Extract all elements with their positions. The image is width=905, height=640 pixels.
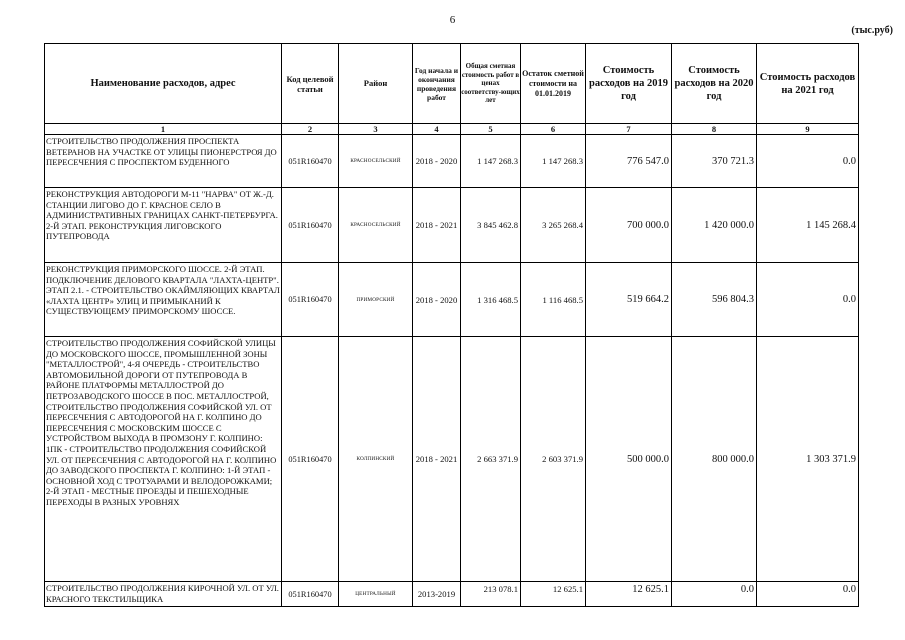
- row-remaining: 1 147 268.3: [521, 135, 586, 188]
- row-total: 1 147 268.3: [461, 135, 521, 188]
- header-remaining: Остаток сметной стоимости на 01.01.2019: [521, 44, 586, 124]
- row-2019: 776 547.0: [586, 135, 672, 188]
- header-2019: Стоимость расходов на 2019 год: [586, 44, 672, 124]
- row-code: 051R160470: [282, 135, 339, 188]
- row-name: РЕКОНСТРУКЦИЯ АВТОДОРОГИ М-11 "НАРВА" ОТ Ж.-Д. СТАНЦИИ ЛИГОВО ДО Г. КРАСНОЕ СЕЛО В АДМИНИСТРАТИВНЫХ ГРАНИЦАХ САНКТ-ПЕТЕРБУРГА. 2-Й ЭТАП. РЕКОНСТРУКЦИЯ ЛИГОВСКОГО ПУТЕПРОВОДА: [45, 188, 282, 263]
- row-total: 1 316 468.5: [461, 263, 521, 337]
- header-code: Код целевой статьи: [282, 44, 339, 124]
- row-years: 2018 - 2020: [413, 263, 461, 337]
- row-district: ПРИМОРСКИЙ: [339, 263, 413, 337]
- row-2021: 1 303 371.9: [757, 337, 859, 582]
- header-district: Район: [339, 44, 413, 124]
- table-row: [45, 337, 859, 582]
- row-2019: 12 625.1: [586, 582, 672, 607]
- header-2020: Стоимость расходов на 2020 год: [672, 44, 757, 124]
- col-number: 4: [413, 124, 461, 135]
- table-row: [45, 135, 859, 188]
- col-number: 2: [282, 124, 339, 135]
- row-total: 213 078.1: [461, 582, 521, 607]
- row-years: 2018 - 2021: [413, 337, 461, 582]
- row-code: 051R160470: [282, 582, 339, 607]
- row-2021: 0.0: [757, 135, 859, 188]
- row-name: СТРОИТЕЛЬСТВО ПРОДОЛЖЕНИЯ ПРОСПЕКТА ВЕТЕРАНОВ НА УЧАСТКЕ ОТ УЛИЦЫ ПИОНЕРСТРОЯ ДО ПЕРЕСЕЧЕНИЯ С ПРОСПЕКТОМ БУДЕННОГО: [45, 135, 282, 188]
- row-total: 2 663 371.9: [461, 337, 521, 582]
- row-name: РЕКОНСТРУКЦИЯ ПРИМОРСКОГО ШОССЕ. 2-Й ЭТАП. ПОДКЛЮЧЕНИЕ ДЕЛОВОГО КВАРТАЛА "ЛАХТА-ЦЕНТР". ЭТАП 2.1. - СТРОИТЕЛЬСТВО ОКАЙМЛЯЮЩИХ КВАРТАЛ «ЛАХТА ЦЕНТР» УЛИЦ И ПРИМЫКАНИЙ К СУЩЕСТВУЮЩЕМУ ПРИМОРСКОМУ ШОССЕ.: [45, 263, 282, 337]
- table-row: [45, 188, 859, 263]
- row-2020: 1 420 000.0: [672, 188, 757, 263]
- header-2021: Стоимость расходов на 2021 год: [757, 44, 859, 124]
- units-label: (тыс.руб): [851, 25, 893, 36]
- row-remaining: 2 603 371.9: [521, 337, 586, 582]
- table-row: [45, 582, 859, 607]
- row-remaining: 12 625.1: [521, 582, 586, 607]
- col-number: 1: [45, 124, 282, 135]
- col-number: 3: [339, 124, 413, 135]
- row-years: 2018 - 2020: [413, 135, 461, 188]
- row-district: КРАСНОСЕЛЬСКИЙ: [339, 188, 413, 263]
- row-2020: 596 804.3: [672, 263, 757, 337]
- page-number: 6: [449, 14, 456, 26]
- row-years: 2018 - 2021: [413, 188, 461, 263]
- row-2021: 0.0: [757, 582, 859, 607]
- header-name: Наименование расходов, адрес: [45, 44, 282, 124]
- row-2021: 1 145 268.4: [757, 188, 859, 263]
- row-2020: 800 000.0: [672, 337, 757, 582]
- row-2019: 519 664.2: [586, 263, 672, 337]
- row-district: КРАСНОСЕЛЬСКИЙ: [339, 135, 413, 188]
- table-row: [45, 263, 859, 337]
- row-name: СТРОИТЕЛЬСТВО ПРОДОЛЖЕНИЯ КИРОЧНОЙ УЛ. ОТ УЛ. КРАСНОГО ТЕКСТИЛЬЩИКА: [45, 582, 282, 607]
- row-remaining: 3 265 268.4: [521, 188, 586, 263]
- col-number: 7: [586, 124, 672, 135]
- column-number-row: [45, 124, 859, 135]
- col-number: 8: [672, 124, 757, 135]
- row-2021: 0.0: [757, 263, 859, 337]
- row-remaining: 1 116 468.5: [521, 263, 586, 337]
- row-district: ЦЕНТРАЛЬНЫЙ: [339, 582, 413, 607]
- row-total: 3 845 462.8: [461, 188, 521, 263]
- header-total-cost: Общая сметная стоимость работ в ценах соответству-ющих лет: [461, 44, 521, 124]
- header-years: Год начала и окончания проведения работ: [413, 44, 461, 124]
- header-row: [45, 44, 859, 124]
- row-2020: 370 721.3: [672, 135, 757, 188]
- row-2019: 500 000.0: [586, 337, 672, 582]
- row-name: СТРОИТЕЛЬСТВО ПРОДОЛЖЕНИЯ СОФИЙСКОЙ УЛИЦЫ ДО МОСКОВСКОГО ШОССЕ, ПРОМЫШЛЕННОЙ ЗОНЫ "МЕТАЛЛОСТРОЙ", 4-Я ОЧЕРЕДЬ - СТРОИТЕЛЬСТВО АВТОМОБИЛЬНОЙ ДОРОГИ ОТ ПУТЕПРОВОДА В РАЙОНЕ ПЛАТФОРМЫ МЕТАЛЛОСТРОЙ ДО ПЕТРОЗАВОДСКОГО ШОССЕ В ПОС. МЕТАЛЛОСТРОЙ, СТРОИТЕЛЬСТВО ПРОДОЛЖЕНИЯ СОФИЙСКОЙ УЛ. ОТ ПЕРЕСЕЧЕНИЯ С АВТОДОРОГОЙ НА Г. КОЛПИНО ДО ПЕРЕСЕЧЕНИЯ С МОСКОВСКИМ ШОССЕ С УСТРОЙСТВОМ ВЫХОДА В ПРОМЗОНУ Г. КОЛПИНО: 1ПК - СТРОИТЕЛЬСТВО ПРОДОЛЖЕНИЯ СОФИЙСКОЙ УЛ. ОТ ПЕРЕСЕЧЕНИЯ С АВТОДОРОГОЙ НА Г. КОЛПИНО ДО ЗАВОДСКОГО ПРОСПЕКТА Г. КОЛПИНО: 1-Й ЭТАП - ОСНОВНОЙ ХОД С ТРОТУАРАМИ И ВЕЛОДОРОЖКАМИ; 2-Й ЭТАП - МЕСТНЫЕ ПРОЕЗДЫ И ПЕШЕХОДНЫЕ ПЕРЕХОДЫ В РАЗНЫХ УРОВНЯХ: [45, 337, 282, 582]
- col-number: 5: [461, 124, 521, 135]
- row-years: 2013-2019: [413, 582, 461, 607]
- row-2019: 700 000.0: [586, 188, 672, 263]
- row-code: 051R160470: [282, 263, 339, 337]
- row-code: 051R160470: [282, 188, 339, 263]
- row-district: КОЛПИНСКИЙ: [339, 337, 413, 582]
- row-code: 051R160470: [282, 337, 339, 582]
- expenses-table: [44, 43, 859, 607]
- row-2020: 0.0: [672, 582, 757, 607]
- col-number: 6: [521, 124, 586, 135]
- col-number: 9: [757, 124, 859, 135]
